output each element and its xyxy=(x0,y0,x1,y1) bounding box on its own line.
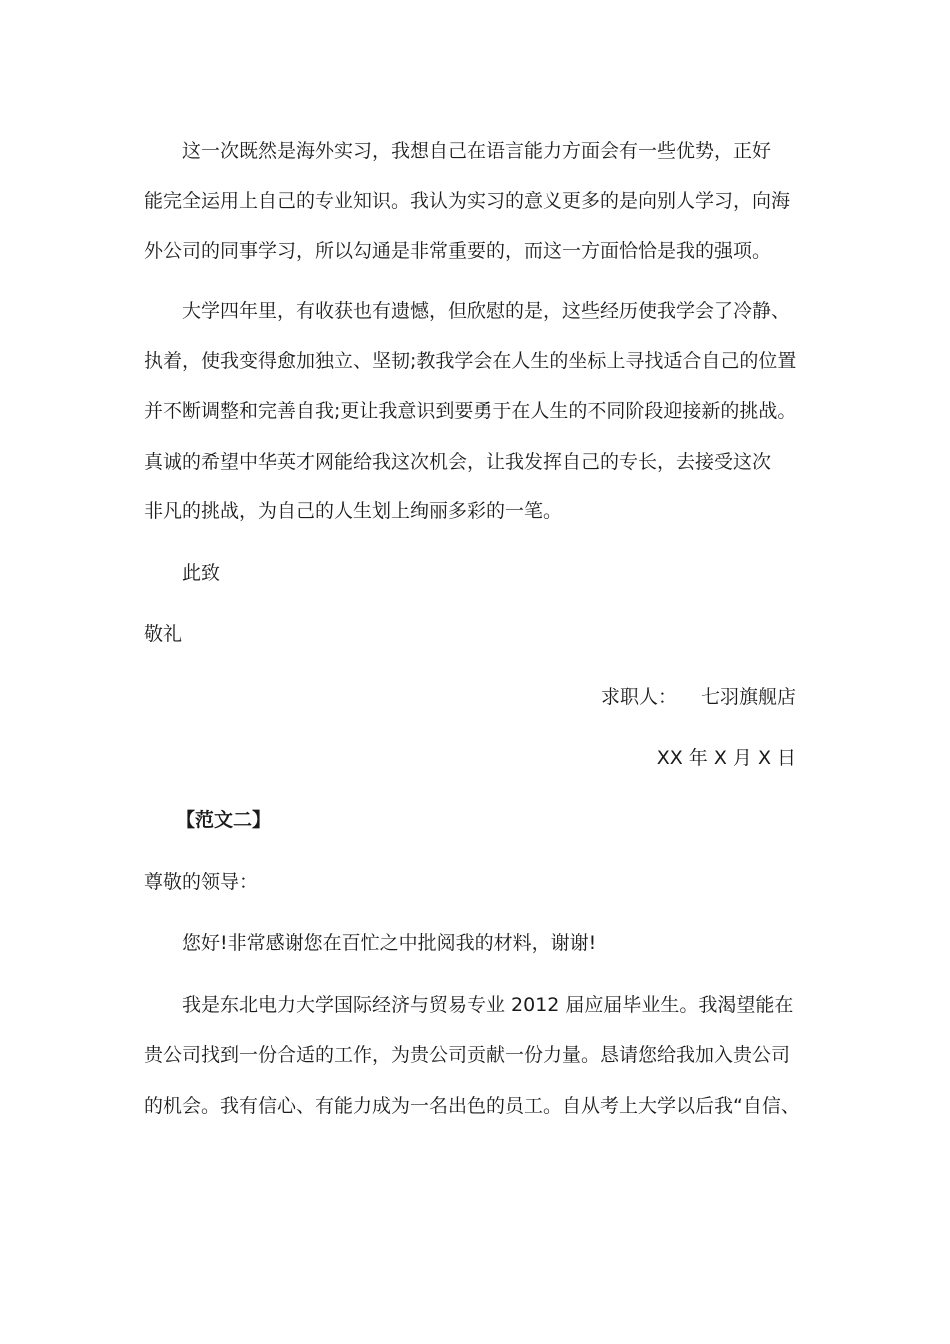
letter2-greeting: 尊敬的领导： xyxy=(144,871,259,893)
letter1-para1-line2: 能完全运用上自己的专业知识。我认为实习的意义更多的是向别人学习，向海 xyxy=(144,190,791,212)
letter1-para1-line3: 外公司的同事学习，所以勾通是非常重要的，而这一方面恰恰是我的强项。 xyxy=(144,240,772,262)
letter2-para2-line3: 的机会。我有信心、有能力成为一名出色的员工。自从考上大学以后我“自信、 xyxy=(144,1095,800,1117)
letter1-para2-line2: 执着，使我变得愈加独立、坚韧;教我学会在人生的坐标上寻找适合自己的位置 xyxy=(144,350,797,372)
signature-name: 七羽旗舰店 xyxy=(700,686,796,708)
letter1-para2-line4: 真诚的希望中华英才网能给我这次机会，让我发挥自己的专长，去接受这次 xyxy=(144,451,772,473)
letter1-closing: 此致 xyxy=(182,562,221,584)
letter2-para2-line1: 我是东北电力大学国际经济与贸易专业 2012 届应届毕业生。我渴望能在 xyxy=(182,994,794,1016)
letter2-heading: 【范文二】 xyxy=(176,809,272,831)
letter1-salute: 敬礼 xyxy=(144,623,183,645)
letter1-para2-line3: 并不断调整和完善自我;更让我意识到要勇于在人生的不同阶段迎接新的挑战。 xyxy=(144,400,797,422)
letter1-para1-line1: 这一次既然是海外实习，我想自己在语言能力方面会有一些优势，正好 xyxy=(182,140,772,162)
signature-label: 求职人： xyxy=(600,686,677,708)
letter2-para2-line2: 贵公司找到一份合适的工作，为贵公司贡献一份力量。恳请您给我加入贵公司 xyxy=(144,1044,791,1066)
letter1-date: XX 年 X 月 X 日 xyxy=(656,747,796,769)
letter1-signature xyxy=(144,684,796,710)
letter2-para1-line1: 您好!非常感谢您在百忙之中批阅我的材料，谢谢! xyxy=(182,932,597,954)
letter1-para2-line5: 非凡的挑战，为自己的人生划上绚丽多彩的一笔。 xyxy=(144,500,563,522)
letter1-para2-line1: 大学四年里，有收获也有遗憾，但欣慰的是，这些经历使我学会了冷静、 xyxy=(182,300,791,322)
